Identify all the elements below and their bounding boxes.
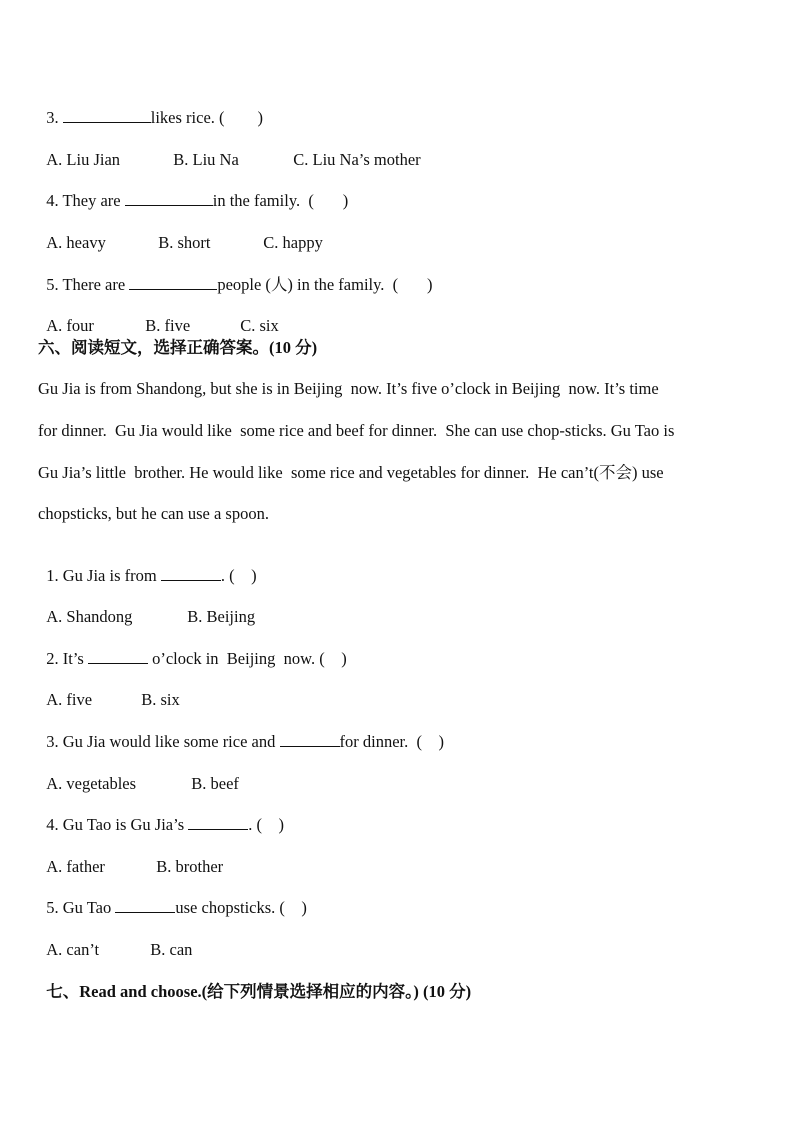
section-7-number: 七、 — [46, 982, 80, 1001]
options-6-1 — [38, 587, 255, 627]
question-prefix: 5. There are — [46, 275, 130, 294]
options-6-4 — [38, 837, 223, 877]
question-6-1 — [38, 546, 257, 586]
question-5-4 — [38, 171, 348, 211]
options-6-2 — [38, 670, 180, 710]
question-suffix: . ( ) — [248, 815, 284, 834]
section-6-heading: 六、阅读短文，选择正确答案。(10 分) — [38, 338, 318, 357]
question-suffix: . ( ) — [220, 566, 257, 585]
question-suffix: in the family. ( ) — [212, 191, 349, 210]
option-c[interactable]: C. happy — [263, 233, 323, 252]
question-6-5 — [38, 878, 307, 918]
option-c[interactable]: C. Liu Na’s mother — [293, 150, 421, 169]
section-7-english-title: Read and choose. — [79, 982, 202, 1001]
passage-line: for dinner. Gu Jia would like some rice and beef for dinner. She can use chop-sticks. Gu Tao is — [38, 421, 675, 440]
question-6-3 — [38, 712, 444, 752]
passage-line: Gu Jia’s little brother. He would like some rice and vegetables for dinner. He can’t(不会) use — [38, 463, 664, 482]
option-a[interactable]: A. Shandong — [46, 607, 133, 626]
question-suffix: people (人) in the family. ( ) — [217, 275, 433, 294]
option-b[interactable]: B. five — [145, 316, 191, 335]
question-5-3 — [38, 88, 263, 128]
options-5-4 — [38, 213, 323, 253]
option-b[interactable]: B. beef — [191, 774, 239, 793]
options-6-3 — [38, 754, 239, 794]
option-a[interactable]: A. five — [46, 690, 93, 709]
question-6-2 — [38, 629, 347, 669]
question-prefix: 3. — [46, 108, 63, 127]
answer-blank[interactable] — [88, 649, 148, 664]
passage-line: chopsticks, but he can use a spoon. — [38, 504, 269, 523]
question-suffix: o’clock in Beijing now. ( ) — [147, 649, 347, 668]
options-5-5 — [38, 296, 279, 336]
answer-blank[interactable] — [161, 566, 221, 581]
answer-blank[interactable] — [125, 191, 213, 206]
option-a[interactable]: A. vegetables — [46, 774, 137, 793]
option-b[interactable]: B. brother — [156, 857, 224, 876]
question-suffix: use chopsticks. ( ) — [175, 898, 307, 917]
answer-blank[interactable] — [129, 275, 217, 290]
option-a[interactable]: A. four — [46, 316, 94, 335]
section-7-instruction: (给下列情景选择相应的内容。) (10 分) — [201, 982, 472, 1001]
option-a[interactable]: A. can’t — [46, 940, 100, 959]
passage-line: Gu Jia is from Shandong, but she is in Beijing now. It’s five o’clock in Beijing now. It’s time — [38, 379, 659, 398]
option-b[interactable]: B. Beijing — [187, 607, 256, 626]
answer-blank[interactable] — [115, 898, 175, 913]
question-prefix: 2. It’s — [46, 649, 88, 668]
option-b[interactable]: B. short — [158, 233, 211, 252]
option-c[interactable]: C. six — [240, 316, 279, 335]
question-6-4 — [38, 795, 284, 835]
option-a[interactable]: A. father — [46, 857, 105, 876]
answer-blank[interactable] — [280, 732, 340, 747]
question-suffix: likes rice. ( ) — [150, 108, 264, 127]
question-suffix: for dinner. ( ) — [339, 732, 444, 751]
answer-blank[interactable] — [63, 108, 151, 123]
question-prefix: 4. They are — [46, 191, 125, 210]
options-6-5 — [38, 920, 192, 960]
question-prefix: 4. Gu Tao is Gu Jia’s — [46, 815, 189, 834]
option-a[interactable]: A. Liu Jian — [46, 150, 121, 169]
question-prefix: 5. Gu Tao — [46, 898, 116, 917]
answer-blank[interactable] — [188, 815, 248, 830]
options-5-3 — [38, 130, 421, 170]
option-b[interactable]: B. Liu Na — [173, 150, 239, 169]
option-b[interactable]: B. six — [141, 690, 180, 709]
question-5-5 — [38, 255, 433, 295]
option-a[interactable]: A. heavy — [46, 233, 106, 252]
question-prefix: 1. Gu Jia is from — [46, 566, 161, 585]
section-7-heading — [38, 962, 471, 1002]
question-prefix: 3. Gu Jia would like some rice and — [46, 732, 280, 751]
option-b[interactable]: B. can — [150, 940, 193, 959]
